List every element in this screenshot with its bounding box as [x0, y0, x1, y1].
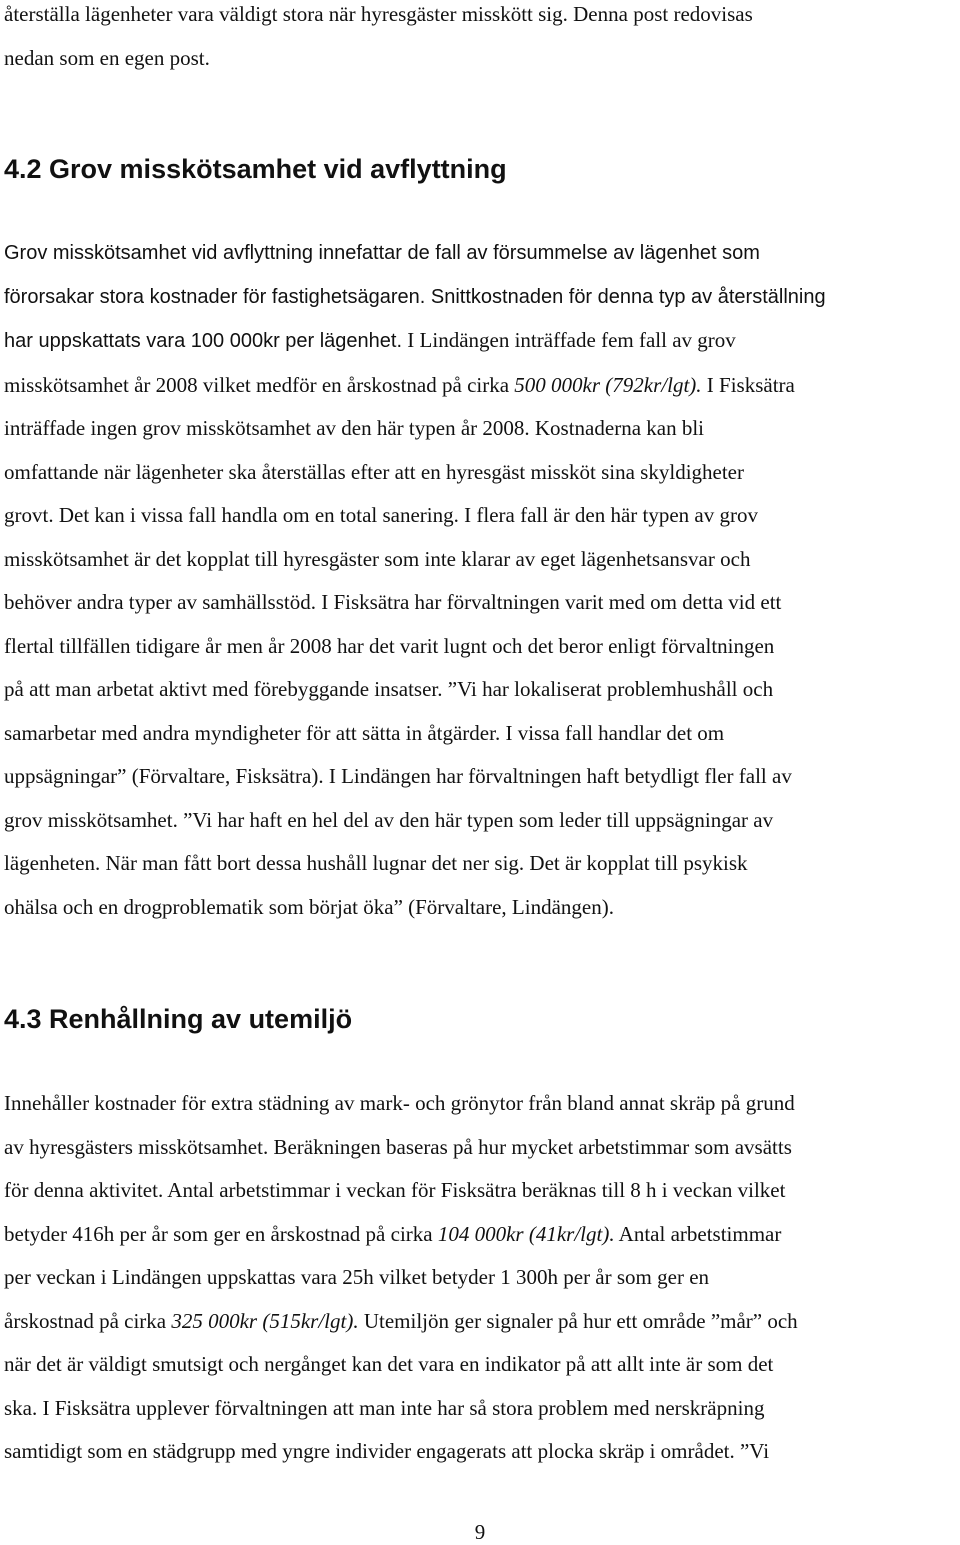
- text-segment: I Fisksätra: [701, 372, 795, 397]
- text-line: grov misskötsamhet. ”Vi har haft en hel del av den här typen som leder till uppsägningar av: [4, 807, 774, 832]
- intro-paragraph: [4, 0, 954, 80]
- text-line: [4, 276, 954, 320]
- section-heading-4-3: 4.3 Renhållning av utemiljö: [4, 1004, 353, 1034]
- text-segment: årskostnad på cirka: [4, 1308, 172, 1333]
- section-4-3-paragraph: [4, 1082, 954, 1474]
- text-line: återställa lägenheter vara väldigt stora när hyresgäster misskött sig. Denna post redovisas: [4, 2, 753, 26]
- text-line: inträffade ingen grov misskötsamhet av den här typen år 2008. Kostnaderna kan bli: [4, 416, 705, 440]
- text-line: samtidigt som en städgrupp med yngre individer engagerats att plocka skräp i området. ”Vi: [4, 1439, 770, 1463]
- text-line: samarbetar med andra myndigheter för att sätta in åtgärder. I vissa fall handlar det om: [4, 720, 725, 745]
- text-segment: betyder 416h per år som ger en årskostnad på cirka: [4, 1221, 438, 1246]
- text-line: nedan som en egen post.: [4, 45, 210, 70]
- text-segment: förorsakar stora kostnader för fastighetsägaren.: [4, 285, 426, 308]
- text-segment: har uppskattats vara 100 000kr per lägenhet.: [4, 330, 403, 352]
- text-segment: Antal arbetstimmar: [614, 1221, 782, 1246]
- text-line: Grov misskötsamhet vid avflyttning innefattar de fall av försummelse av lägenhet som: [4, 242, 760, 264]
- emphasis-cost: 500 000kr (792kr/lgt).: [514, 372, 702, 397]
- text-segment: Snittkostnaden för denna typ av återställning: [425, 285, 826, 308]
- text-line: omfattande när lägenheter ska återställas efter att en hyresgäst missköt sina skyldigheter: [4, 459, 744, 484]
- text-line: misskötsamhet är det kopplat till hyresgäster som inte klarar av eget lägenhetsansvar och: [4, 546, 751, 571]
- text-line: [4, 319, 954, 364]
- text-segment: misskötsamhet år 2008 vilket medför en årskostnad på cirka: [4, 372, 515, 397]
- text-line: Innehåller kostnader för extra städning av mark- och grönytor från bland annat skräp på grund: [4, 1091, 795, 1115]
- emphasis-cost: 325 000kr (515kr/lgt).: [171, 1308, 359, 1333]
- text-line: per veckan i Lindängen uppskattas vara 25h vilket betyder 1 300h per år som ger en: [4, 1265, 710, 1289]
- page-number: 9: [474, 1520, 486, 1544]
- text-line: ohälsa och en drogproblematik som börjat öka” (Förvaltare, Lindängen).: [4, 894, 614, 919]
- text-line: flertal tillfällen tidigare år men år 2008 har det varit lugnt och det beror enligt förvaltningen: [4, 633, 775, 658]
- text-line: uppsägningar” (Förvaltare, Fisksätra). I Lindängen har förvaltningen haft betydligt fler fall av: [4, 764, 792, 788]
- text-line: behöver andra typer av samhällsstöd. I Fisksätra har förvaltningen varit med om detta vid ett: [4, 590, 782, 614]
- emphasis-cost: 104 000kr (41kr/lgt).: [437, 1221, 615, 1246]
- text-line: ska. I Fisksätra upplever förvaltningen att man inte har så stora problem med nerskräpning: [4, 1395, 765, 1420]
- text-line: lägenheten. När man fått bort dessa hushåll lugnar det ner sig. Det är kopplat till psykisk: [4, 851, 748, 875]
- text-segment: Utemiljön ger signaler på hur ett område ”mår” och: [358, 1308, 798, 1333]
- section-4-2-paragraph: [4, 232, 954, 929]
- text-line: [4, 1213, 954, 1257]
- text-line: på att man arbetat aktivt med förebyggande insatser. ”Vi har lokaliserat problemhushåll och: [4, 677, 774, 701]
- text-line: [4, 1300, 954, 1344]
- text-line: [4, 364, 954, 408]
- text-line: för denna aktivitet. Antal arbetstimmar i veckan för Fisksätra beräknas till 8 h i veckan vilket: [4, 1178, 786, 1202]
- text-line: när det är väldigt smutsigt och nergånget kan det vara en indikator på att allt inte är som det: [4, 1352, 774, 1376]
- text-segment: I Lindängen inträffade fem fall av grov: [402, 328, 736, 352]
- section-heading-4-2: 4.2 Grov misskötsamhet vid avflyttning: [4, 154, 507, 184]
- text-line: grovt. Det kan i vissa fall handla om en total sanering. I flera fall är den här typen av grov: [4, 503, 758, 527]
- text-line: av hyresgästers misskötsamhet. Beräkningen baseras på hur mycket arbetstimmar som avsätts: [4, 1134, 792, 1159]
